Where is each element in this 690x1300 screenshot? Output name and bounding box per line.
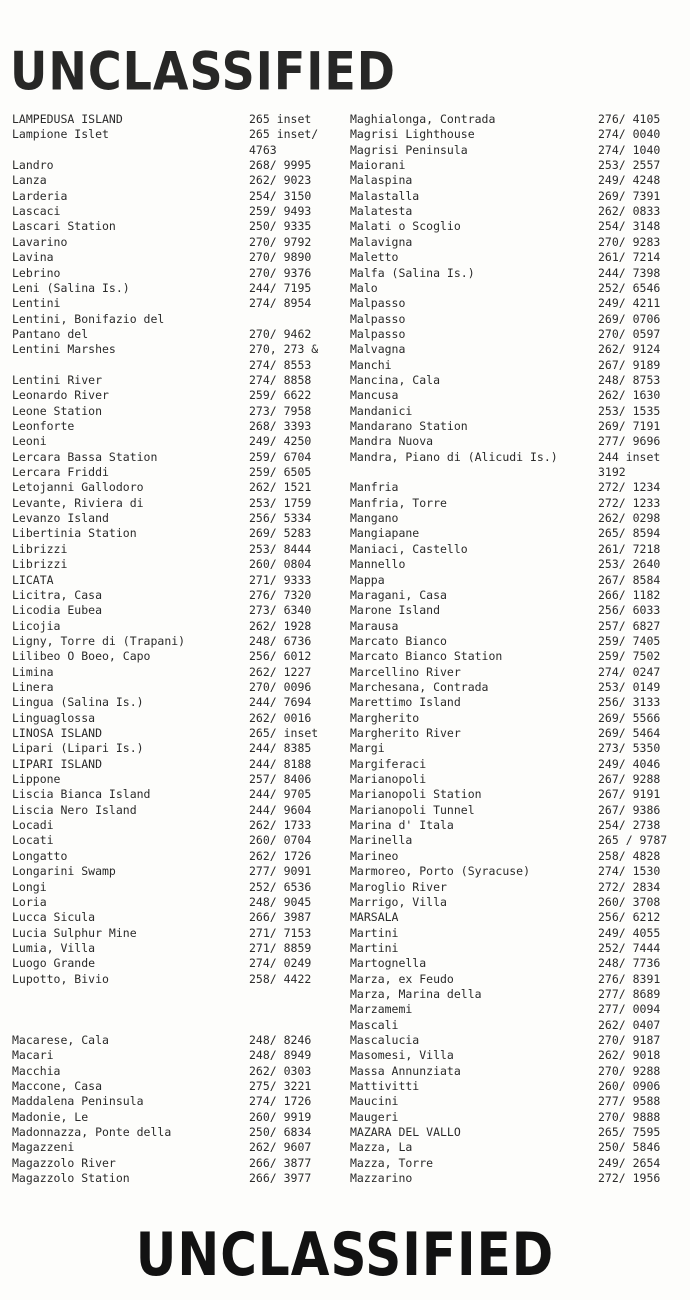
map-reference: 268/ 9995 <box>249 158 312 173</box>
place-name: Marinella <box>350 833 413 848</box>
place-name: Marianopoli Tunnel <box>350 802 475 817</box>
map-reference: 274/ 1040 <box>598 142 661 157</box>
map-reference: 252/ 6546 <box>598 280 661 295</box>
map-reference: 269/ 5566 <box>598 710 661 725</box>
place-name: Masomesi, Villa <box>350 1048 454 1063</box>
place-name: Lilibeo O Boeo, Capo <box>12 649 151 664</box>
map-reference: 256/ 5334 <box>249 511 312 526</box>
place-name: Margi <box>350 741 385 756</box>
place-name: Longarini Swamp <box>12 864 116 879</box>
map-reference: 259/ 6622 <box>249 388 312 403</box>
map-reference: 266/ 3977 <box>249 1171 312 1186</box>
map-reference: 262/ 1521 <box>249 480 312 495</box>
map-reference: 262/ 9607 <box>249 1140 312 1155</box>
place-name: Margherito <box>350 710 420 725</box>
map-reference: 271/ 7153 <box>249 925 312 940</box>
map-reference: 277/ 9696 <box>598 434 661 449</box>
place-name: Lentini Marshes <box>12 342 116 357</box>
map-reference: 253/ 2640 <box>598 557 661 572</box>
place-name: Mancina, Cala <box>350 372 441 387</box>
map-reference: 249/ 4250 <box>249 434 312 449</box>
place-name: LIPARI ISLAND <box>12 756 103 771</box>
map-reference: 256/ 6212 <box>598 910 661 925</box>
place-name: Mandra Nuova <box>350 434 434 449</box>
map-reference: 249/ 4046 <box>598 756 661 771</box>
place-name: Mazza, La <box>350 1140 413 1155</box>
place-name: Manchi <box>350 357 392 372</box>
place-name: Malatesta <box>350 204 413 219</box>
place-name: Lercara Bassa Station <box>12 449 158 464</box>
map-reference: 257/ 8406 <box>249 772 312 787</box>
place-name: Landro <box>12 158 54 173</box>
map-reference: 270/ 9283 <box>598 234 661 249</box>
place-name: Maccone, Casa <box>12 1079 103 1094</box>
place-name: LINOSA ISLAND <box>12 726 103 740</box>
map-reference: 267/ 9189 <box>598 357 661 372</box>
map-reference: 270/ 9187 <box>598 1033 661 1047</box>
map-reference: 259/ 7405 <box>598 633 661 648</box>
place-name: MAZARA DEL VALLO <box>350 1125 461 1140</box>
place-name: Malfa (Salina Is.) <box>350 265 475 280</box>
place-name: Marcato Bianco <box>350 633 447 648</box>
place-name: Marcato Bianco Station <box>350 649 503 664</box>
map-reference: 257/ 6827 <box>598 618 661 633</box>
map-reference: 259/ 6704 <box>249 449 312 464</box>
place-name: Lipari (Lipari Is.) <box>12 741 144 756</box>
map-reference: 276/ 7320 <box>249 587 312 602</box>
place-name: Marausa <box>350 618 399 633</box>
place-name: Luogo Grande <box>12 956 96 971</box>
place-name: Lingua (Salina Is.) <box>12 695 144 710</box>
place-name: Leni (Salina Is.) <box>12 280 130 295</box>
place-name: Lumia, Villa <box>12 940 96 955</box>
place-name: Lavina <box>12 250 54 265</box>
map-reference: 270/ 9462 <box>249 326 312 341</box>
map-reference: 252/ 7444 <box>598 940 661 955</box>
place-name: Lentini <box>12 296 61 311</box>
place-name: Leonardo River <box>12 388 109 403</box>
place-name: MARSALA <box>350 910 399 925</box>
place-name: Maucini <box>350 1094 399 1109</box>
place-name: Marza, Marina della <box>350 986 482 1001</box>
place-name: Martognella <box>350 956 427 971</box>
place-name: Manfria, Torre <box>350 495 447 510</box>
map-reference: 274/ 8954 <box>249 296 312 311</box>
place-name: Magazzolo River <box>12 1155 116 1170</box>
place-name: Licitra, Casa <box>12 587 103 602</box>
place-name: Marettimo Island <box>350 695 461 710</box>
map-reference: 244/ 7195 <box>249 280 312 295</box>
place-name: Mazza, Torre <box>350 1155 434 1170</box>
place-name: Mangano <box>350 511 399 526</box>
place-name: Mancusa <box>350 388 399 403</box>
place-name: Magrisi Peninsula <box>350 142 468 157</box>
place-name: Magazzeni <box>12 1140 75 1155</box>
place-name: Malastalla <box>350 188 420 203</box>
place-name: Marchesana, Contrada <box>350 679 489 694</box>
map-reference: 254/ 2738 <box>598 818 661 833</box>
place-name: Lavarino <box>12 234 68 249</box>
place-name: Magazzolo Station <box>12 1171 130 1186</box>
map-reference: 265/ 8594 <box>598 526 661 541</box>
place-name: Leonforte <box>12 419 75 433</box>
map-reference: 253/ 1759 <box>249 495 312 510</box>
map-reference: 259/ 7502 <box>598 649 661 664</box>
place-name: Maiorani <box>350 158 406 173</box>
map-reference: 276/ 8391 <box>598 971 661 986</box>
place-name: Madonie, Le <box>12 1109 89 1124</box>
place-name: Limina <box>12 664 54 679</box>
map-reference: 253/ 8444 <box>249 541 312 556</box>
map-reference: 277/ 0094 <box>598 1002 661 1017</box>
map-reference: 256/ 3133 <box>598 695 661 710</box>
place-name: LAMPEDUSA ISLAND <box>12 112 123 126</box>
place-name: Marina d' Itala <box>350 818 454 833</box>
map-reference: 265 / 9787 <box>598 833 668 848</box>
place-name: Lippone <box>12 772 61 787</box>
map-reference: 277/ 8689 <box>598 986 661 1001</box>
place-name: Longatto <box>12 848 68 863</box>
place-name: Larderia <box>12 188 68 203</box>
map-reference: 274/ 8553 <box>249 357 312 372</box>
place-name: Lupotto, Bivio <box>12 971 109 986</box>
place-name: Librizzi <box>12 541 68 556</box>
map-reference: 265 inset/ <box>249 127 319 142</box>
map-reference: 262/ 9023 <box>249 173 312 188</box>
place-name: Marmoreo, Porto (Syracuse) <box>350 864 531 879</box>
map-reference: 270/ 0597 <box>598 326 661 341</box>
map-reference: 261/ 7218 <box>598 541 661 556</box>
place-name: Levanzo Island <box>12 511 109 526</box>
place-name: Maugeri <box>350 1109 399 1124</box>
map-reference: 265/ 7595 <box>598 1125 661 1140</box>
place-name: Locati <box>12 833 54 848</box>
map-reference: 259/ 9493 <box>249 204 312 219</box>
place-name: Marzamemi <box>350 1002 413 1017</box>
place-name: Lampione Islet <box>12 127 109 142</box>
map-reference: 267/ 9288 <box>598 772 661 787</box>
map-reference: 270/ 9890 <box>249 250 312 265</box>
place-name: Malpasso <box>350 326 406 341</box>
place-name: Lascari Station <box>12 219 116 234</box>
map-reference: 262/ 9018 <box>598 1048 661 1063</box>
map-reference: 256/ 6033 <box>598 603 661 618</box>
map-reference: 260/ 0906 <box>598 1079 661 1094</box>
map-reference: 262/ 9124 <box>598 342 661 357</box>
place-name: Malavigna <box>350 234 413 249</box>
map-reference: 265/ inset <box>249 726 319 740</box>
map-reference: 248/ 6736 <box>249 633 312 648</box>
place-name: Levante, Riviera di <box>12 495 144 510</box>
place-name: Licojia <box>12 618 61 633</box>
map-reference: 260/ 3708 <box>598 894 661 909</box>
place-name: Malpasso <box>350 311 406 326</box>
place-name: Leoni <box>12 434 47 449</box>
place-name: Mascali <box>350 1017 399 1032</box>
map-reference: 248/ 8753 <box>598 372 661 387</box>
map-reference: 249/ 4211 <box>598 296 661 311</box>
map-reference: 256/ 6012 <box>249 649 312 664</box>
map-reference: 262/ 0298 <box>598 511 661 526</box>
place-name: Marianopoli Station <box>350 787 482 802</box>
place-name: Loria <box>12 894 47 909</box>
map-reference: 250/ 9335 <box>249 219 312 234</box>
map-reference: 248/ 8246 <box>249 1033 312 1047</box>
place-name: Mascalucia <box>350 1033 420 1047</box>
map-reference: 274/ 0247 <box>598 664 661 679</box>
place-name: Massa Annunziata <box>350 1063 461 1078</box>
place-name: Mangiapane <box>350 526 420 541</box>
map-reference: 4763 <box>249 142 277 157</box>
map-reference: 273/ 7958 <box>249 403 312 418</box>
map-reference: 272/ 1233 <box>598 495 661 510</box>
map-reference: 249/ 2654 <box>598 1155 661 1170</box>
map-reference: 267/ 8584 <box>598 572 661 587</box>
place-name: Librizzi <box>12 557 68 572</box>
place-name: Liscia Bianca Island <box>12 787 151 802</box>
place-name: Liscia Nero Island <box>12 802 137 817</box>
place-name: Manfria <box>350 480 399 495</box>
map-reference: 269/ 5464 <box>598 726 661 740</box>
map-reference: 273/ 5350 <box>598 741 661 756</box>
place-name: Lercara Friddi <box>12 465 109 480</box>
map-reference: 260/ 9919 <box>249 1109 312 1124</box>
place-name: Marianopoli <box>350 772 427 787</box>
place-name: Malati o Scoglio <box>350 219 461 234</box>
map-reference: 249/ 4248 <box>598 173 661 188</box>
place-name: Macarese, Cala <box>12 1033 109 1047</box>
map-reference: 266/ 3877 <box>249 1155 312 1170</box>
place-name: Locadi <box>12 818 54 833</box>
map-reference: 272/ 1234 <box>598 480 661 495</box>
map-reference: 260/ 0704 <box>249 833 312 848</box>
place-name: Martini <box>350 925 399 940</box>
map-reference: 244/ 8188 <box>249 756 312 771</box>
place-name: Macchia <box>12 1063 61 1078</box>
place-name: Marineo <box>350 848 399 863</box>
map-reference: 258/ 4422 <box>249 971 312 986</box>
place-name: Maniaci, Castello <box>350 541 468 556</box>
place-name: Leone Station <box>12 403 103 418</box>
map-reference: 262/ 0016 <box>249 710 312 725</box>
place-name: Malaspina <box>350 173 413 188</box>
map-reference: 277/ 9091 <box>249 864 312 879</box>
map-reference: 250/ 6834 <box>249 1125 312 1140</box>
map-reference: 274/ 8858 <box>249 372 312 387</box>
map-reference: 274/ 1530 <box>598 864 661 879</box>
map-reference: 269/ 7191 <box>598 419 661 433</box>
map-reference: 262/ 1630 <box>598 388 661 403</box>
place-name: Mattivitti <box>350 1079 420 1094</box>
map-reference: 252/ 6536 <box>249 879 312 894</box>
place-name: Marza, ex Feudo <box>350 971 454 986</box>
place-name: Marone Island <box>350 603 441 618</box>
map-reference: 271/ 8859 <box>249 940 312 955</box>
map-reference: 248/ 7736 <box>598 956 661 971</box>
map-reference: 270/ 9888 <box>598 1109 661 1124</box>
place-name: Mappa <box>350 572 385 587</box>
map-reference: 262/ 1726 <box>249 848 312 863</box>
map-reference: 262/ 0303 <box>249 1063 312 1078</box>
map-reference: 267/ 9191 <box>598 787 661 802</box>
map-reference: 272/ 2834 <box>598 879 661 894</box>
place-name: Licodia Eubea <box>12 603 103 618</box>
map-reference: 261/ 7214 <box>598 250 661 265</box>
place-name: Lanza <box>12 173 47 188</box>
map-reference: 272/ 1956 <box>598 1171 661 1186</box>
map-reference: 253/ 2557 <box>598 158 661 173</box>
map-reference: 268/ 3393 <box>249 419 312 433</box>
place-name: Letojanni Gallodoro <box>12 480 144 495</box>
place-name: Madonnazza, Ponte della <box>12 1125 172 1140</box>
place-name: Linguaglossa <box>12 710 96 725</box>
unclassified-stamp-top: UNCLASSIFIED <box>10 40 396 103</box>
place-name: Mandanici <box>350 403 413 418</box>
place-name: Maghialonga, Contrada <box>350 112 496 126</box>
place-name: Lucca Sicula <box>12 910 96 925</box>
map-reference: 262/ 0833 <box>598 204 661 219</box>
place-name: Maragani, Casa <box>350 587 447 602</box>
map-reference: 273/ 6340 <box>249 603 312 618</box>
map-reference: 269/ 0706 <box>598 311 661 326</box>
map-reference: 244/ 7694 <box>249 695 312 710</box>
map-reference: 254/ 3148 <box>598 219 661 234</box>
map-reference: 274/ 0249 <box>249 956 312 971</box>
map-reference: 254/ 3150 <box>249 188 312 203</box>
place-name: Marrigo, Villa <box>350 894 447 909</box>
map-reference: 244/ 9705 <box>249 787 312 802</box>
map-reference: 248/ 8949 <box>249 1048 312 1063</box>
place-name: Malvagna <box>350 342 406 357</box>
map-reference: 270/ 9376 <box>249 265 312 280</box>
map-reference: 262/ 1227 <box>249 664 312 679</box>
place-name: Lentini, Bonifazio del <box>12 311 165 326</box>
map-reference: 244/ 8385 <box>249 741 312 756</box>
place-name: Lascaci <box>12 204 61 219</box>
place-name: Longi <box>12 879 47 894</box>
map-reference: 267/ 9386 <box>598 802 661 817</box>
map-reference: 271/ 9333 <box>249 572 312 587</box>
place-name: Linera <box>12 679 54 694</box>
place-name: Mazzarino <box>350 1171 413 1186</box>
place-name: Macari <box>12 1048 54 1063</box>
map-reference: 262/ 1733 <box>249 818 312 833</box>
map-reference: 269/ 5283 <box>249 526 312 541</box>
place-name: Margiferaci <box>350 756 427 771</box>
map-reference: 269/ 7391 <box>598 188 661 203</box>
map-reference: 266/ 1182 <box>598 587 661 602</box>
place-name: Marcellino River <box>350 664 461 679</box>
place-name: Mannello <box>350 557 406 572</box>
map-reference: 244/ 7398 <box>598 265 661 280</box>
map-reference: 277/ 9588 <box>598 1094 661 1109</box>
place-name: Magrisi Lighthouse <box>350 127 475 142</box>
map-reference: 3192 <box>598 465 626 480</box>
place-name: Lebrino <box>12 265 61 280</box>
place-name: Maddalena Peninsula <box>12 1094 144 1109</box>
place-name: Maroglio River <box>350 879 447 894</box>
map-reference: 259/ 6505 <box>249 465 312 480</box>
map-reference: 244 inset <box>598 449 661 464</box>
map-reference: 270/ 0096 <box>249 679 312 694</box>
map-reference: 266/ 3987 <box>249 910 312 925</box>
map-reference: 253/ 0149 <box>598 679 661 694</box>
unclassified-stamp-bottom: UNCLASSIFIED <box>135 1220 555 1290</box>
map-reference: 260/ 0804 <box>249 557 312 572</box>
place-name: LICATA <box>12 572 54 587</box>
map-reference: 270/ 9792 <box>249 234 312 249</box>
place-name: Margherito River <box>350 726 461 740</box>
map-reference: 248/ 9045 <box>249 894 312 909</box>
map-reference: 270, 273 & <box>249 342 319 357</box>
map-reference: 250/ 5846 <box>598 1140 661 1155</box>
place-name: Malpasso <box>350 296 406 311</box>
map-reference: 262/ 1928 <box>249 618 312 633</box>
map-reference: 262/ 0407 <box>598 1017 661 1032</box>
place-name: Martini <box>350 940 399 955</box>
map-reference: 265 inset <box>249 112 312 126</box>
place-name: Ligny, Torre di (Trapani) <box>12 633 186 648</box>
map-reference: 274/ 0040 <box>598 127 661 142</box>
map-reference: 276/ 4105 <box>598 112 661 126</box>
map-reference: 274/ 1726 <box>249 1094 312 1109</box>
place-name: Mandra, Piano di (Alicudi Is.) <box>350 449 558 464</box>
map-reference: 249/ 4055 <box>598 925 661 940</box>
map-reference: 275/ 3221 <box>249 1079 312 1094</box>
place-name: Mandarano Station <box>350 419 468 433</box>
map-reference: 253/ 1535 <box>598 403 661 418</box>
place-name: Pantano del <box>12 326 89 341</box>
map-reference: 244/ 9604 <box>249 802 312 817</box>
place-name: Maletto <box>350 250 399 265</box>
place-name: Libertinia Station <box>12 526 137 541</box>
place-name: Malo <box>350 280 378 295</box>
place-name: Lentini River <box>12 372 103 387</box>
map-reference: 258/ 4828 <box>598 848 661 863</box>
map-reference: 270/ 9288 <box>598 1063 661 1078</box>
place-name: Lucia Sulphur Mine <box>12 925 137 940</box>
